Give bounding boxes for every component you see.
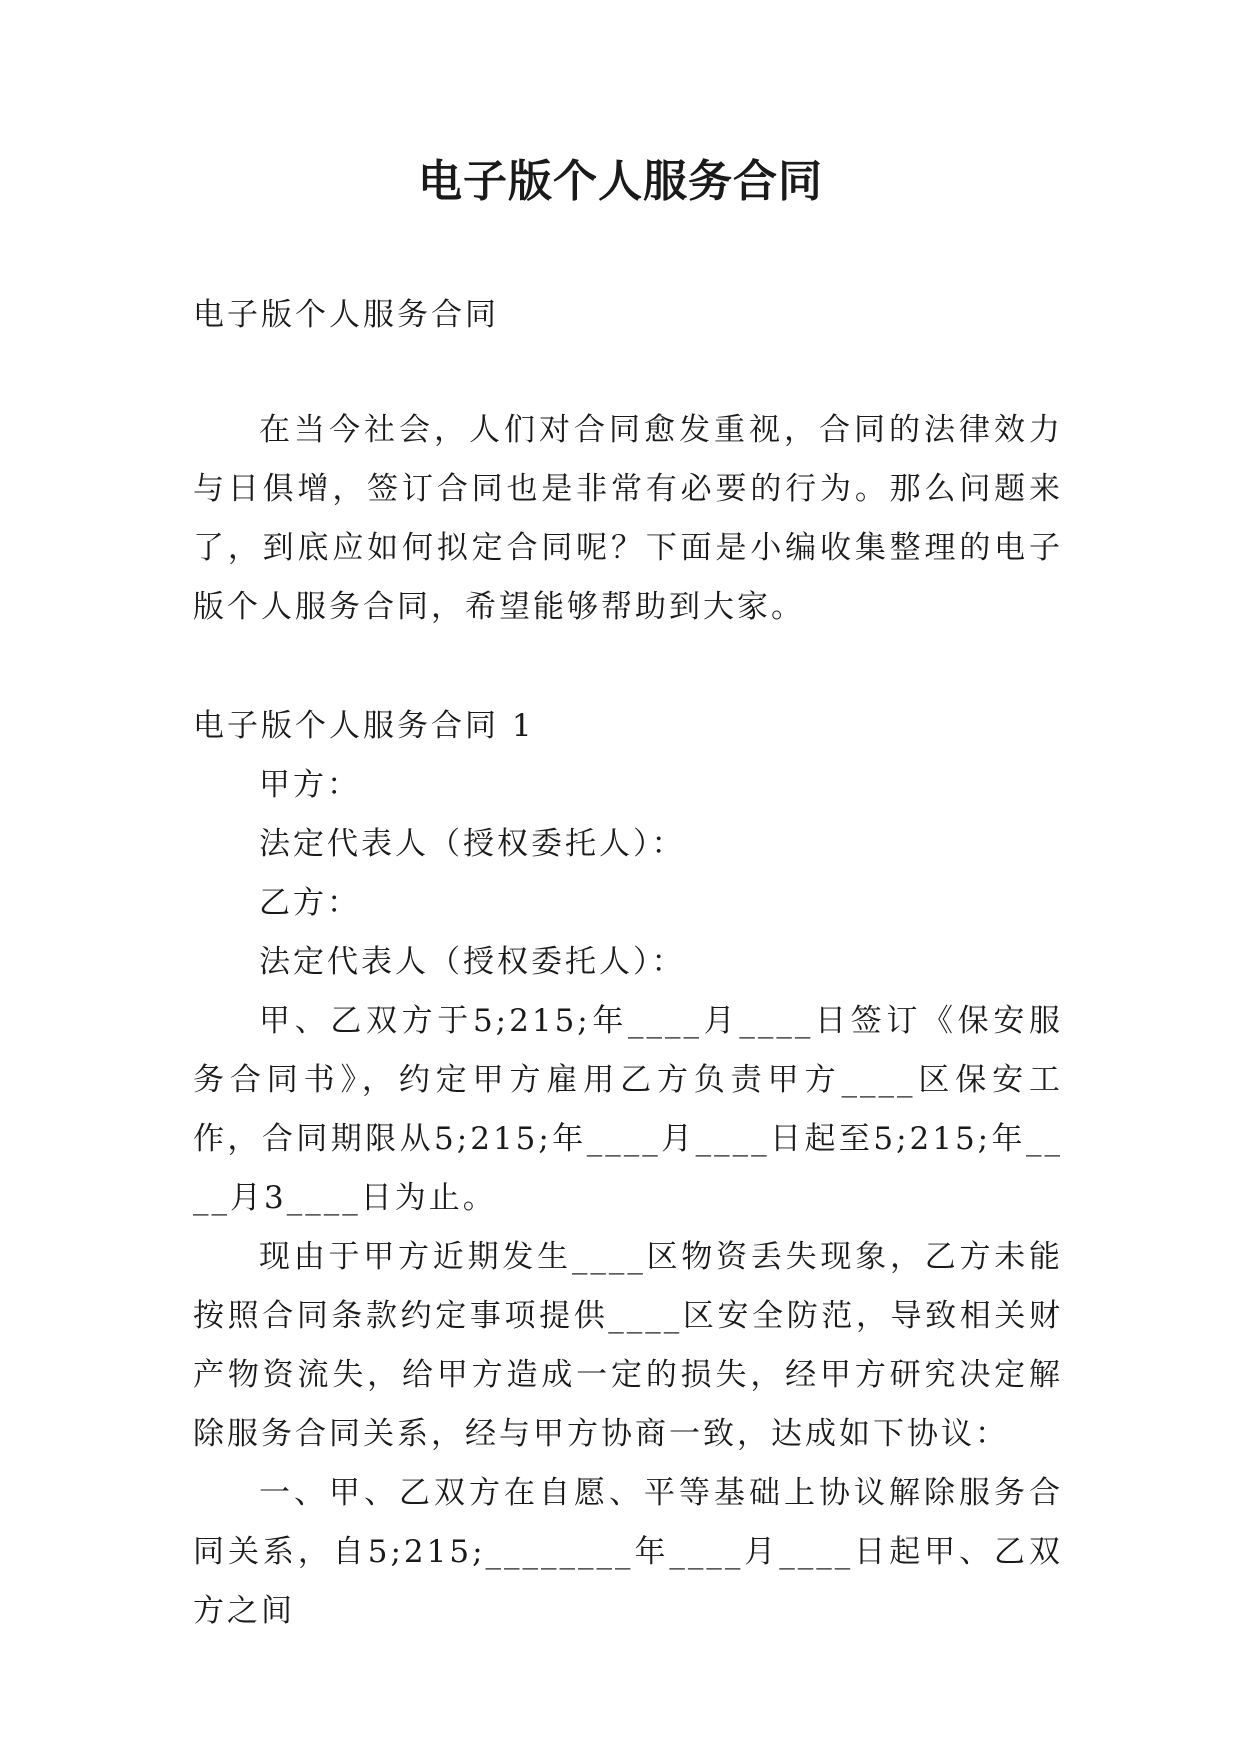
document-body — [193, 286, 1063, 1641]
contract-paragraph-1: 甲、乙双方于5;215;年____月____日签订《保安服务合同书》，约定甲方雇用乙方负责甲方____区保安工作，合同期限从5;215;年____月____日起至5;215;年____月3____日为止。 — [193, 1003, 1063, 1216]
party-a-line: 甲方： — [259, 767, 361, 803]
contract-paragraph-3: 一、甲、乙双方在自愿、平等基础上协议解除服务合同关系，自5;215;________年____月____日起甲、乙双方之间 — [193, 1475, 1063, 1629]
party-b-line: 乙方： — [259, 885, 361, 921]
document-title: 电子版个人服务合同 — [418, 156, 823, 207]
document-subtitle: 电子版个人服务合同 — [193, 297, 499, 333]
party-b-representative-line: 法定代表人（授权委托人）： — [259, 944, 686, 980]
party-a-representative-line: 法定代表人（授权委托人）： — [259, 826, 686, 862]
section-heading: 电子版个人服务合同 1 — [193, 708, 535, 744]
intro-paragraph: 在当今社会，人们对合同愈发重视，合同的法律效力与日俱增，签订合同也是非常有必要的行为。那么问题来了，到底应如何拟定合同呢？下面是小编收集整理的电子版个人服务合同，希望能够帮助到大家。 — [193, 412, 1063, 625]
contract-paragraph-2: 现由于甲方近期发生____区物资丢失现象，乙方未能按照合同条款约定事项提供____区安全防范，导致相关财产物资流失，给甲方造成一定的损失，经甲方研究决定解除服务合同关系，经与甲方协商一致，达成如下协议： — [193, 1239, 1063, 1452]
